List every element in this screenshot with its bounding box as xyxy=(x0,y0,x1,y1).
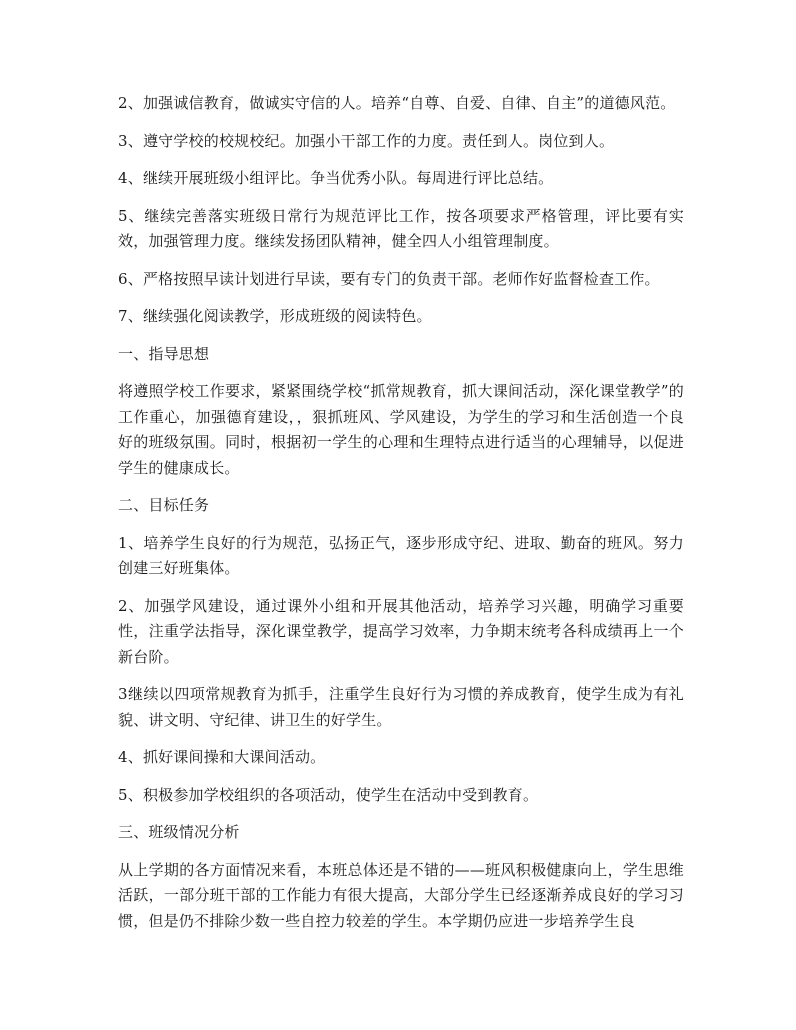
list-item-reading-teaching: 7、继续强化阅读教学，形成班级的阅读特色。 xyxy=(118,307,432,325)
list-item-daily-norms: 5、继续完善落实班级日常行为规范评比工作，按各项要求严格管理，评比要有实效，加强管理力度。继续发扬团队精神，健全四人小组管理制度。 xyxy=(118,206,684,250)
list-item-routine-education: 3继续以四项常规教育为抓手，注重学生良好行为习惯的养成教育，使学生成为有礼貌、讲文明、守纪律、讲卫生的好学生。 xyxy=(118,685,684,729)
section-heading-class-analysis: 三、班级情况分析 xyxy=(118,823,240,841)
list-item-school-rules: 3、遵守学校的校规校纪。加强小干部工作的力度。责任到人。岗位到人。 xyxy=(118,131,615,150)
section-heading-guiding-thought: 一、指导思想 xyxy=(118,344,210,363)
paragraph-class-analysis: 从上学期的各方面情况来看，本班总体还是不错的——班风积极健康向上，学生思维活跃，一部分班干部的工作能力有很大提高，大部分学生已经逐渐养成良好的学习习惯，但是仍不排除少数一些自控力较差的学生。本学期仍应进一步培养学生良 xyxy=(118,860,684,930)
list-item-exercise: 4、抓好课间操和大课间活动。 xyxy=(118,748,326,766)
list-item-group-evaluation: 4、继续开展班级小组评比。争当优秀小队。每周进行评比总结。 xyxy=(118,169,554,187)
list-item-study-style: 2、加强学风建设，通过课外小组和开展其他活动，培养学习兴趣，明确学习重要性，注重学法指导，深化课堂教学，提高学习效率，力争期末统考各科成绩再上一个新台阶。 xyxy=(118,596,684,666)
list-item-behavior-norms: 1、培养学生良好的行为规范，弘扬正气，逐步形成守纪、进取、勤奋的班风。努力创建三好班集体。 xyxy=(118,533,684,577)
paragraph-guiding-thought: 将遵照学校工作要求，紧紧围绕学校“抓常规教育，抓大课间活动，深化课堂教学”的工作重心，加强德育建设，，狠抓班风、学风建设，为学生的学习和生活创造一个良好的班级氛围。同时，根据初一学生的心理和生理特点进行适当的心理辅导，以促进学生的健康成长。 xyxy=(118,382,684,477)
list-item-integrity-education: 2、加强诚信教育，做诚实守信的人。培养“自尊、自爱、自律、自主”的道德风范。 xyxy=(118,94,676,112)
section-heading-goals: 二、目标任务 xyxy=(118,496,210,514)
document-body xyxy=(118,91,684,946)
list-item-morning-reading: 6、严格按照早读计划进行早读，要有专门的负责干部。老师作好监督检查工作。 xyxy=(118,269,660,288)
list-item-school-activities: 5、积极参加学校组织的各项活动，使学生在活动中受到教育。 xyxy=(118,785,539,804)
